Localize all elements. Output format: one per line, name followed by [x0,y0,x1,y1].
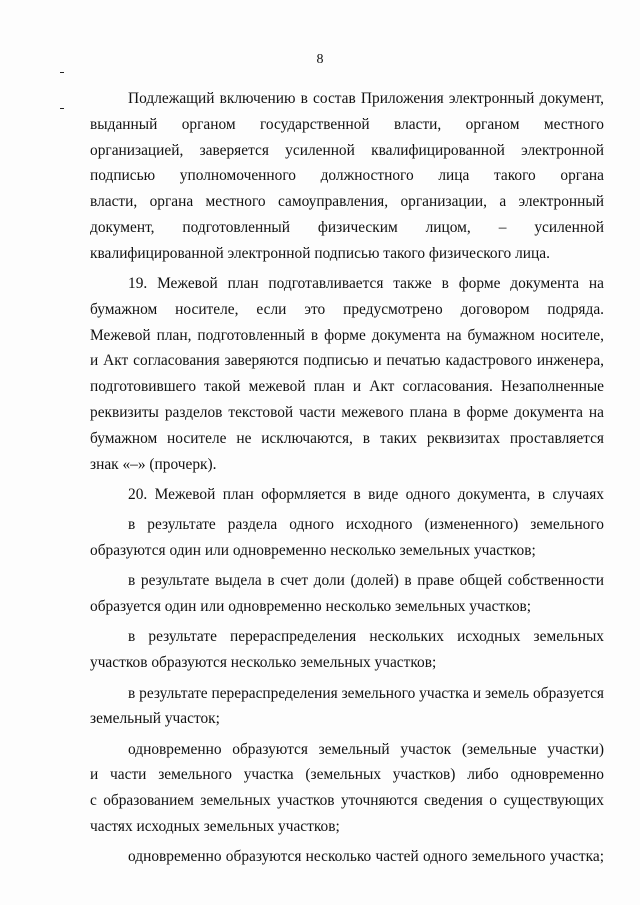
paragraph [90,86,604,267]
text-line: 20. Межевой план оформляется в виде одного документа, в случаях [128,485,604,503]
text-line: квалифицированной электронной подписью такого физического лица. [90,244,550,262]
paragraph [90,482,604,508]
text-line: образуются один или одновременно несколько земельных участков; [90,542,536,560]
scan-mark [60,72,64,73]
text-line: подготовившего такой межевой план и Акт согласования. Незаполненные [90,378,604,396]
paragraph [90,271,604,477]
text-line: реквизиты разделов текстовой части межевого плана в форме документа на [90,404,604,422]
text-line: 19. Межевой план подготавливается также в форме документа на [128,275,604,293]
text-line: выданный органом государственной власти, органом местного [90,115,604,133]
text-line: документ, подготовленный физическим лицом, – усиленной [90,218,604,236]
scan-mark [60,108,64,109]
text-line: частях исходных земельных участков; [90,818,340,836]
text-line: власти, органа местного самоуправления, организации, а электронный [90,193,604,211]
text-line: бумажном носителе не исключаются, в таких реквизитах проставляется [90,429,604,447]
text-line: одновременно образуются земельный участок (земельные участки) [128,740,604,758]
paragraph [90,681,604,733]
paragraph [90,624,604,676]
text-line: с образованием земельных участков уточняются сведения о существующих [90,792,604,810]
paragraph [90,568,604,620]
text-line: образуется один или одновременно несколько земельных участков; [90,598,532,616]
text-line: знак «–» (прочерк). [90,455,217,473]
text-line: и Акт согласования заверяются подписью и печатью кадастрового инженера, [90,352,604,370]
text-line: участков образуются несколько земельных участков; [90,654,437,672]
text-line: в результате выдела в счет доли (долей) в праве общей собственности [128,572,604,590]
text-line: подписью уполномоченного должностного лица такого органа [90,167,604,185]
text-line: одновременно образуются несколько частей одного земельного участка; [128,848,604,866]
paragraph [90,737,604,840]
text-line: бумажном носителе, если это предусмотрено договором подряда. [90,300,604,318]
text-line: Межевой план, подготовленный в форме документа на бумажном носителе, [90,326,604,344]
text-line: организацией, заверяется усиленной квалифицированной электронной [90,141,604,159]
paragraph [90,844,604,870]
text-line: и части земельного участка (земельных участков) либо одновременно [90,766,604,784]
text-line: в результате перераспределения земельного участка и земель образуется [128,684,604,702]
text-line: в результате перераспределения нескольких исходных земельных [128,628,604,646]
page-number: 8 [316,52,324,67]
paragraph [90,512,604,564]
text-line: в результате раздела одного исходного (измененного) земельного [128,516,604,534]
document-body [90,86,604,875]
text-line: земельный участок; [90,710,220,728]
text-line: Подлежащий включению в состав Приложения электронный документ, [128,90,604,107]
